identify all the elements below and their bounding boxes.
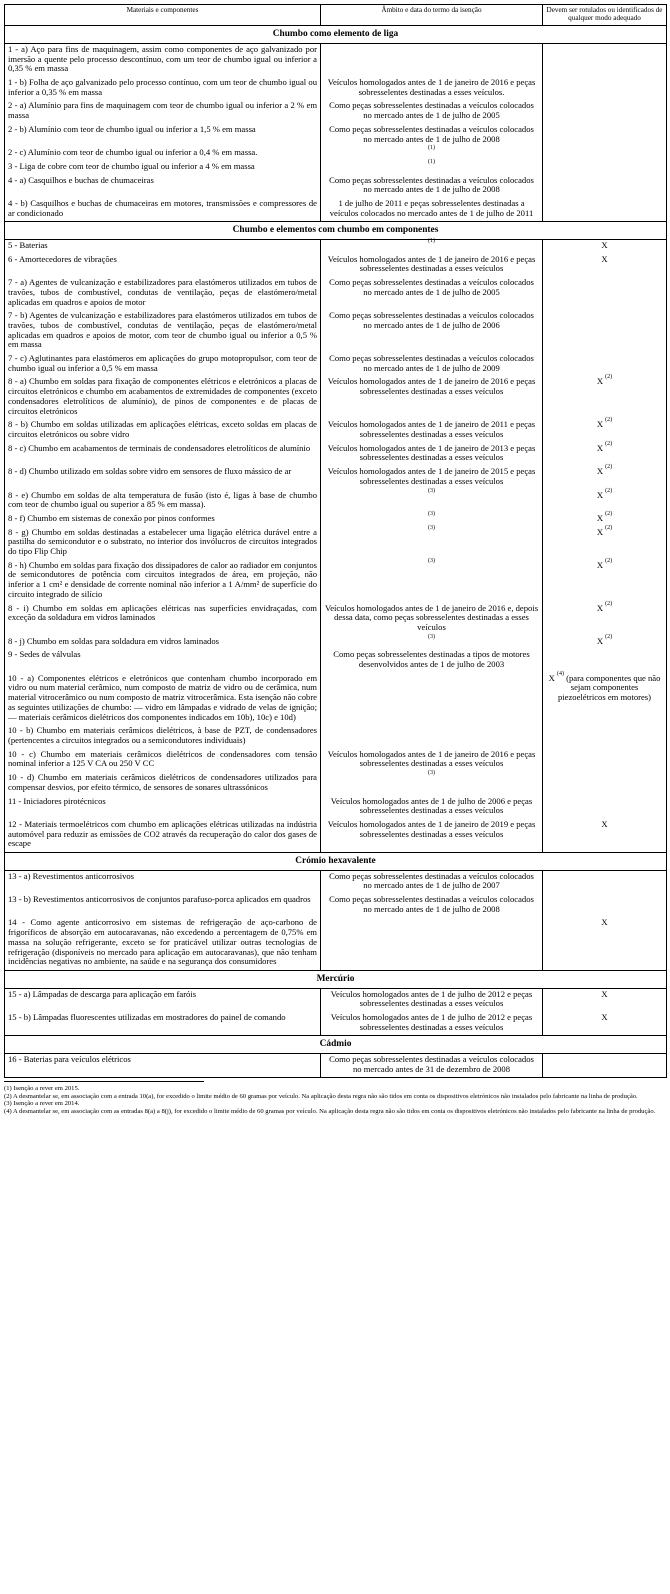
table-row bbox=[5, 988, 667, 1012]
table-row bbox=[5, 527, 667, 560]
scope-cell: Como peças sobresselentes destinadas a veículos colocados no mercado antes de 1 de julho de 2008 bbox=[321, 894, 543, 917]
material-cell: 8 - d) Chumbo utilizado em soldas sobre vidro em sensores de fluxo mássico de ar bbox=[5, 466, 321, 489]
labelling-cell bbox=[543, 870, 667, 894]
header-labelling: Devem ser rotulados ou identificados de qualquer modo adequado bbox=[543, 5, 667, 26]
section-title: Cádmio bbox=[5, 1036, 667, 1054]
scope-cell bbox=[321, 917, 543, 970]
scope-cell: Como peças sobresselentes destinadas a veículos colocados no mercado antes de 31 de dezembro de 2008 bbox=[321, 1054, 543, 1078]
material-cell: 7 - b) Agentes de vulcanização e estabilizadores para elastómeros utilizados em tubos de travões, tubos de combustível, condutas de ventilação, peças de elastómero/metal aplicadas em quadros e apoios de motor, com teor de chumbo igual ou inferior a 0,5 % em massa bbox=[5, 310, 321, 353]
footnote-rule bbox=[4, 1081, 204, 1082]
labelling-cell bbox=[543, 198, 667, 222]
material-cell: 4 - a) Casquilhos e buchas de chumaceiras bbox=[5, 175, 321, 198]
section-title: Chumbo e elementos com chumbo em componentes bbox=[5, 222, 667, 240]
labelling-cell: X bbox=[543, 1012, 667, 1036]
scope-cell: (3) bbox=[321, 513, 543, 527]
table-row bbox=[5, 894, 667, 917]
labelling-cell bbox=[543, 725, 667, 748]
scope-cell: Como peças sobresselentes destinadas a veículos colocados no mercado antes de 1 de julho de 2006 bbox=[321, 310, 543, 353]
labelling-cell bbox=[543, 749, 667, 772]
material-cell: 15 - a) Lâmpadas de descarga para aplicação em faróis bbox=[5, 988, 321, 1012]
table-row bbox=[5, 161, 667, 175]
scope-cell: Veículos homologados antes de 1 de janeiro de 2016 e, depois dessa data, como peças sobresselentes destinadas a esses veículos bbox=[321, 603, 543, 636]
labelling-cell: X $^{(4)}$ (para componentes que não sejam componentes piezoelétricos em motores) bbox=[543, 673, 667, 726]
section-heading-row bbox=[5, 26, 667, 44]
scope-cell: Veículos homologados antes de 1 de janeiro de 2019 e peças sobresselentes destinadas a esses veículos bbox=[321, 819, 543, 853]
table-row bbox=[5, 490, 667, 513]
table-row bbox=[5, 198, 667, 222]
scope-cell: (3) bbox=[321, 527, 543, 560]
section-title: Mercúrio bbox=[5, 970, 667, 988]
footnote: (3) Isenção a rever em 2014. bbox=[4, 1100, 80, 1108]
scope-cell: (3) bbox=[321, 636, 543, 650]
material-cell: 10 - d) Chumbo em materiais cerâmicos dielétricos de condensadores utilizados para compensar desvios, por efeito térmico, de sensores de sonares ultrassónicos bbox=[5, 772, 321, 795]
section-title: Chumbo como elemento de liga bbox=[5, 26, 667, 44]
material-cell: 3 - Liga de cobre com teor de chumbo igual ou inferior a 4 % em massa bbox=[5, 161, 321, 175]
scope-cell: Veículos homologados antes de 1 de janeiro de 2011 e peças sobresselentes destinadas a esses veículos bbox=[321, 419, 543, 442]
scope-cell: (1) bbox=[321, 240, 543, 254]
material-cell: 2 - a) Alumínio para fins de maquinagem com teor de chumbo igual ou inferior a 2 % em massa bbox=[5, 100, 321, 123]
header-scope: Âmbito e data do termo da isenção bbox=[321, 5, 543, 26]
table-row bbox=[5, 466, 667, 489]
material-cell: 1 - a) Aço para fins de maquinagem, assim como componentes de aço galvanizado por imersão a quente pelo processo descontínuo, com um teor de chumbo igual ou inferior a 0,35 % em massa bbox=[5, 43, 321, 77]
labelling-cell: X $^{(2)}$ bbox=[543, 636, 667, 650]
scope-cell: Como peças sobresselentes destinadas a veículos colocados no mercado antes de 1 de julho de 2005 bbox=[321, 100, 543, 123]
table-row bbox=[5, 376, 667, 419]
material-cell: 10 - a) Componentes elétricos e eletrónicos que contenham chumbo incorporado em vidro ou num material cerâmico, num composto de matriz de vidro ou de cerâmica, num material vitrocerâmico ou num composto de matriz vitrocerâmica. Esta isenção não cobre as seguintes utilizações de chumbo: — vidro em lâmpadas e vidrado de velas de ignição; — materiais cerâmicos dielétricos dos componentes indicados em 10b), 10c) e 10d) bbox=[5, 673, 321, 726]
labelling-cell bbox=[543, 100, 667, 123]
material-cell: 12 - Materiais termoelétricos com chumbo em aplicações elétricas utilizadas na indústria automóvel para reduzir as emissões de CO2 através da recuperação do calor dos gases de escape bbox=[5, 819, 321, 853]
table-row bbox=[5, 147, 667, 161]
material-cell: 10 - b) Chumbo em materiais cerâmicos dielétricos, à base de PZT, de condensadores (pertencentes a circuitos integrados ou a semicondutores individuais) bbox=[5, 725, 321, 748]
table-row bbox=[5, 77, 667, 100]
labelling-cell bbox=[543, 77, 667, 100]
table-row bbox=[5, 560, 667, 603]
labelling-cell bbox=[543, 353, 667, 376]
labelling-cell bbox=[543, 772, 667, 795]
scope-cell: (3) bbox=[321, 772, 543, 795]
scope-cell: Como peças sobresselentes destinadas a tipos de motores desenvolvidos antes de 1 de julho de 2003 bbox=[321, 649, 543, 672]
scope-cell bbox=[321, 43, 543, 77]
material-cell: 15 - b) Lâmpadas fluorescentes utilizadas em mostradores do painel de comando bbox=[5, 1012, 321, 1036]
labelling-cell bbox=[543, 894, 667, 917]
material-cell: 7 - c) Aglutinantes para elastómeros em aplicações do grupo motopropulsor, com teor de chumbo igual ou inferior a 0,5 % em massa bbox=[5, 353, 321, 376]
scope-cell: Como peças sobresselentes destinadas a veículos colocados no mercado antes de 1 de julho de 2005 bbox=[321, 277, 543, 310]
labelling-cell bbox=[543, 796, 667, 819]
labelling-cell: X $^{(2)}$ bbox=[543, 560, 667, 603]
table-row bbox=[5, 1054, 667, 1078]
scope-cell: Veículos homologados antes de 1 de janeiro de 2013 e peças sobresselentes destinadas a esses veículos bbox=[321, 443, 543, 466]
table-row bbox=[5, 277, 667, 310]
labelling-cell: X bbox=[543, 819, 667, 853]
labelling-cell: X $^{(2)}$ bbox=[543, 443, 667, 466]
scope-cell: (1) bbox=[321, 161, 543, 175]
scope-cell: Veículos homologados antes de 1 de julho de 2012 e peças sobresselentes destinadas a esses veículos bbox=[321, 1012, 543, 1036]
labelling-cell: X $^{(2)}$ bbox=[543, 603, 667, 636]
table-row bbox=[5, 1012, 667, 1036]
labelling-cell: X $^{(2)}$ bbox=[543, 527, 667, 560]
labelling-cell: X $^{(2)}$ bbox=[543, 419, 667, 442]
scope-cell: Como peças sobresselentes destinadas a veículos colocados no mercado antes de 1 de julho de 2009 bbox=[321, 353, 543, 376]
section-heading-row bbox=[5, 970, 667, 988]
material-cell: 14 - Como agente anticorrosivo em sistemas de refrigeração de aço-carbono de frigoríficos de absorção em autocaravanas, não excedendo a percentagem de 0,75% em massa na solução refrigerante, exceto se for praticável utilizar outras tecnologias de refrigeração (disponíveis no mercado para aplicação em autocaravanas), que não tenham incidências negativas no ambiente, na saúde e na segurança dos consumidores bbox=[5, 917, 321, 970]
footnotes bbox=[4, 1085, 666, 1115]
table-row bbox=[5, 603, 667, 636]
material-cell: 2 - c) Alumínio com teor de chumbo igual ou inferior a 0,4 % em massa. bbox=[5, 147, 321, 161]
labelling-cell bbox=[543, 161, 667, 175]
material-cell: 5 - Baterias bbox=[5, 240, 321, 254]
labelling-cell: X bbox=[543, 917, 667, 970]
scope-cell: Veículos homologados antes de 1 de janeiro de 2016 e peças sobresselentes destinadas a esses veículos bbox=[321, 376, 543, 419]
labelling-cell bbox=[543, 175, 667, 198]
document-page bbox=[4, 4, 666, 1115]
table-row bbox=[5, 353, 667, 376]
labelling-cell bbox=[543, 310, 667, 353]
table-row bbox=[5, 254, 667, 277]
material-cell: 8 - i) Chumbo em soldas em aplicações elétricas nas superfícies envidraçadas, com exceção da soldadura em vidros laminados bbox=[5, 603, 321, 636]
table-row bbox=[5, 673, 667, 726]
exemptions-table bbox=[4, 4, 667, 1078]
table-row bbox=[5, 43, 667, 77]
labelling-cell bbox=[543, 147, 667, 161]
material-cell: 11 - Iniciadores pirotécnicos bbox=[5, 796, 321, 819]
table-row bbox=[5, 636, 667, 650]
scope-cell bbox=[321, 725, 543, 748]
labelling-cell: X $^{(2)}$ bbox=[543, 376, 667, 419]
scope-cell: Veículos homologados antes de 1 de janeiro de 2016 e peças sobresselentes destinadas a esses veículos bbox=[321, 749, 543, 772]
labelling-cell: X bbox=[543, 254, 667, 277]
material-cell: 9 - Sedes de válvulas bbox=[5, 649, 321, 672]
scope-cell: (3) bbox=[321, 560, 543, 603]
material-cell: 16 - Baterias para veículos elétricos bbox=[5, 1054, 321, 1078]
table-row bbox=[5, 443, 667, 466]
material-cell: 7 - a) Agentes de vulcanização e estabilizadores para elastómeros utilizados em tubos de travões, tubos de combustível, condutas de ventilação, peças de elastómero/metal aplicadas em quadros e apoios de motor bbox=[5, 277, 321, 310]
material-cell: 8 - g) Chumbo em soldas destinadas a estabelecer uma ligação elétrica durável entre a pastilha do semicondutor e o substrato, no interior dos invólucros de circuitos integrados do tipo Flip Chip bbox=[5, 527, 321, 560]
section-title: Crómio hexavalente bbox=[5, 853, 667, 871]
table-row bbox=[5, 772, 667, 795]
material-cell: 8 - h) Chumbo em soldas para fixação dos dissipadores de calor ao radiador em conjuntos de semicondutores de potência com circuitos integrados de área, em projeção, não inferior a 1 cm² e densidade de corrente nominal não inferior a 1 A/mm² de superfície do circuito integrado de silício bbox=[5, 560, 321, 603]
table-row bbox=[5, 819, 667, 853]
material-cell: 6 - Amortecedores de vibrações bbox=[5, 254, 321, 277]
material-cell: 8 - c) Chumbo em acabamentos de terminais de condensadores eletrolíticos de alumínio bbox=[5, 443, 321, 466]
table-row bbox=[5, 917, 667, 970]
scope-cell: Veículos homologados antes de 1 de julho de 2012 e peças sobresselentes destinadas a esses veículos bbox=[321, 988, 543, 1012]
scope-cell bbox=[321, 673, 543, 726]
table-row bbox=[5, 419, 667, 442]
material-cell: 8 - b) Chumbo em soldas utilizadas em aplicações elétricas, exceto soldas em placas de circuitos eletrónicos ou sobre vidro bbox=[5, 419, 321, 442]
table-row bbox=[5, 725, 667, 748]
footnote: (1) Isenção a rever em 2015. bbox=[4, 1085, 80, 1093]
material-cell: 10 - c) Chumbo em materiais cerâmicos dielétricos de condensadores com tensão nominal inferior a 125 V CA ou 250 V CC bbox=[5, 749, 321, 772]
labelling-cell bbox=[543, 277, 667, 310]
material-cell: 4 - b) Casquilhos e buchas de chumaceiras em motores, transmissões e compressores de ar condicionado bbox=[5, 198, 321, 222]
labelling-cell bbox=[543, 124, 667, 147]
material-cell: 2 - b) Alumínio com teor de chumbo igual ou inferior a 1,5 % em massa bbox=[5, 124, 321, 147]
scope-cell: Veículos homologados antes de 1 de janeiro de 2016 e peças sobresselentes destinadas a esses veículos bbox=[321, 254, 543, 277]
table-header-row bbox=[5, 5, 667, 26]
scope-cell: Veículos homologados antes de 1 de julho de 2006 e peças sobresselentes destinadas a esses veículos bbox=[321, 796, 543, 819]
table-row bbox=[5, 796, 667, 819]
section-heading-row bbox=[5, 222, 667, 240]
labelling-cell bbox=[543, 1054, 667, 1078]
footnote: (2) A desmantelar se, em associação com a entrada 10(a), for excedido o limite médio de 60 gramas por veículo. Na aplicação desta regra não são tidos em conta os dispositivos eletrónicos não instalados pelo fabricante na linha de produção. bbox=[4, 1092, 638, 1100]
table-row bbox=[5, 513, 667, 527]
material-cell: 8 - a) Chumbo em soldas para fixação de componentes elétricos e eletrónicos a placas de circuitos eletrónicos e chumbo em acabamentos de extremidades de componentes (exceto condensadores eletrolíticos de alumínio), de pinos de componentes e de placas de circuitos eletrónicos bbox=[5, 376, 321, 419]
labelling-cell: X $^{(2)}$ bbox=[543, 466, 667, 489]
scope-cell: Veículos homologados antes de 1 de janeiro de 2016 e peças sobresselentes destinadas a esses veículos. bbox=[321, 77, 543, 100]
material-cell: 8 - e) Chumbo em soldas de alta temperatura de fusão (isto é, ligas à base de chumbo com teor de chumbo igual ou superior a 85 % em massa). bbox=[5, 490, 321, 513]
material-cell: 8 - f) Chumbo em sistemas de conexão por pinos conformes bbox=[5, 513, 321, 527]
table-row bbox=[5, 310, 667, 353]
material-cell: 13 - b) Revestimentos anticorrosivos de conjuntos parafuso-porca aplicados em quadros bbox=[5, 894, 321, 917]
material-cell: 8 - j) Chumbo em soldas para soldadura em vidros laminados bbox=[5, 636, 321, 650]
labelling-cell: X $^{(2)}$ bbox=[543, 490, 667, 513]
scope-cell: 1 de julho de 2011 e peças sobresselentes destinadas a veículos colocados no mercado antes de 1 de julho de 2011 bbox=[321, 198, 543, 222]
labelling-cell: X $^{(2)}$ bbox=[543, 513, 667, 527]
table-row bbox=[5, 749, 667, 772]
scope-cell: (1) bbox=[321, 147, 543, 161]
material-cell: 1 - b) Folha de aço galvanizado pelo processo contínuo, com um teor de chumbo igual ou inferior a 0,35 % em massa bbox=[5, 77, 321, 100]
footnote: (4) A desmantelar se, em associação com as entradas 8(a) a 8(j), for excedido o limite médio de 60 gramas por veículo. Na aplicação desta regra não são tidos em conta os dispositivos eletrónicos não instalados pelo fabricante na linha de produção. bbox=[4, 1107, 656, 1115]
section-heading-row bbox=[5, 853, 667, 871]
table-row bbox=[5, 100, 667, 123]
table-row bbox=[5, 649, 667, 672]
header-materials: Materiais e componentes bbox=[5, 5, 321, 26]
material-cell: 13 - a) Revestimentos anticorrosivos bbox=[5, 870, 321, 894]
labelling-cell bbox=[543, 43, 667, 77]
table-row bbox=[5, 175, 667, 198]
labelling-cell bbox=[543, 649, 667, 672]
scope-cell: (3) bbox=[321, 490, 543, 513]
section-heading-row bbox=[5, 1036, 667, 1054]
table-row bbox=[5, 240, 667, 254]
table-row bbox=[5, 870, 667, 894]
labelling-cell: X bbox=[543, 988, 667, 1012]
scope-cell: Veículos homologados antes de 1 de janeiro de 2015 e peças sobresselentes destinadas a esses veículos bbox=[321, 466, 543, 489]
table-row bbox=[5, 124, 667, 147]
labelling-cell: X bbox=[543, 240, 667, 254]
scope-cell: Como peças sobresselentes destinadas a veículos colocados no mercado antes de 1 de julho de 2008 bbox=[321, 124, 543, 147]
scope-cell: Como peças sobresselentes destinadas a veículos colocados no mercado antes de 1 de julho de 2008 bbox=[321, 175, 543, 198]
scope-cell: Como peças sobresselentes destinadas a veículos colocados no mercado antes de 1 de julho de 2007 bbox=[321, 870, 543, 894]
